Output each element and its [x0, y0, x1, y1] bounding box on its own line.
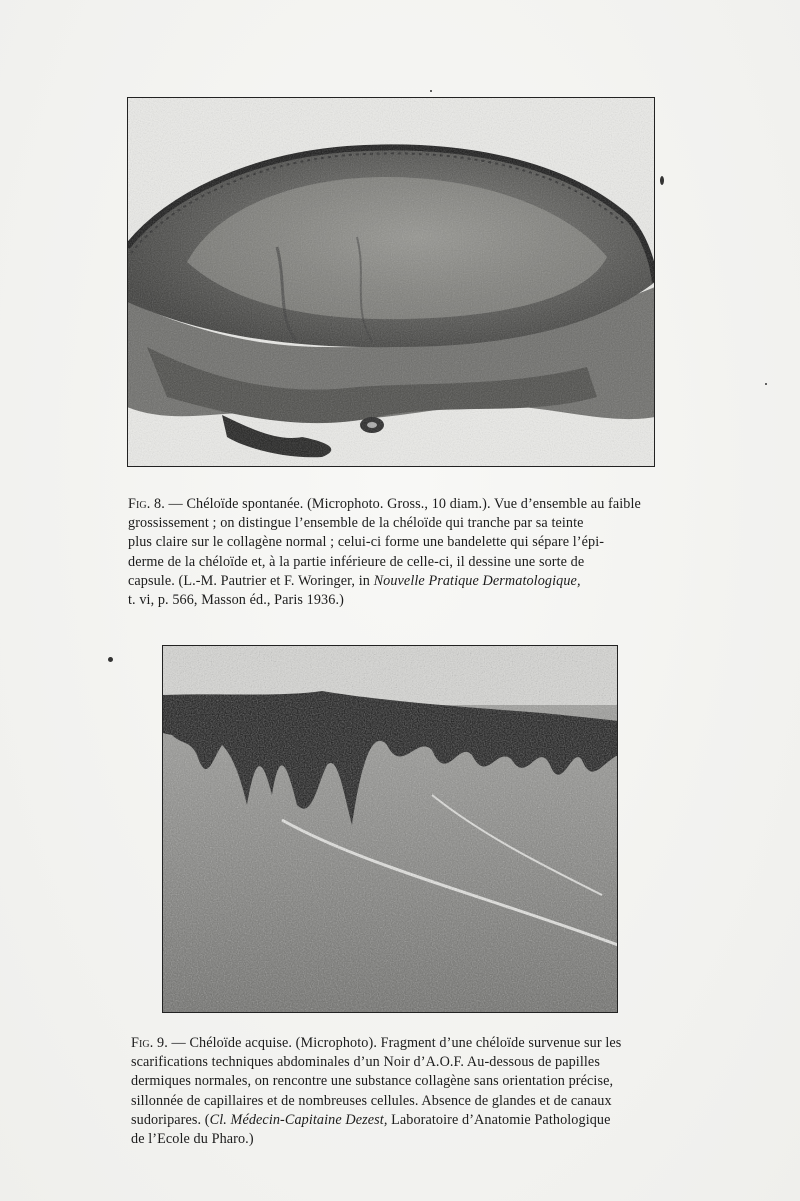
- caption-line: plus claire sur le collagène normal ; celui-ci forme une bandelette qui sépare l’épi-: [128, 534, 605, 551]
- caption-line: Fig. 9. — Chéloïde acquise. (Microphoto). Fragment d’une chéloïde survenue sur les: [131, 1035, 622, 1051]
- caption-line: grossissement ; on distingue l’ensemble de la chéloïde qui tranche par sa teinte: [128, 515, 584, 532]
- photo-credit: Cl. Médecin-Capitaine Dezest,: [209, 1111, 388, 1128]
- figure-9-caption: [103, 1034, 703, 1149]
- caption-line: sudoripares. (Cl. Médecin-Capitaine Dezest, Laboratoire d’Anatomie Pathologique: [131, 1111, 611, 1128]
- figure-8-caption: [100, 495, 700, 610]
- print-speck: [660, 176, 664, 185]
- caption-line: sillonnée de capillaires et de nombreuses cellules. Absence de glandes et de canaux: [131, 1092, 612, 1109]
- figure-label: Fig. 8.: [128, 496, 165, 512]
- caption-line: de l’Ecole du Pharo.): [131, 1131, 254, 1148]
- caption-line: capsule. (L.-M. Pautrier et F. Woringer, in Nouvelle Pratique Dermatologique,: [128, 572, 581, 589]
- caption-line: scarifications techniques abdominales d’un Noir d’A.O.F. Au-dessous de papilles: [131, 1054, 600, 1071]
- book-title: Nouvelle Pratique Dermatologique,: [373, 572, 581, 589]
- figure-9-micrograph: [162, 645, 618, 1013]
- figure-8-micrograph: [127, 97, 655, 467]
- caption-line: derme de la chéloïde et, à la partie inférieure de celle-ci, il dessine une sorte de: [128, 553, 585, 570]
- print-speck: [108, 657, 113, 662]
- print-speck: [430, 90, 432, 92]
- caption-line: t. vi, p. 566, Masson éd., Paris 1936.): [128, 592, 344, 609]
- figure-label: Fig. 9.: [131, 1035, 168, 1051]
- print-speck: [765, 383, 767, 385]
- caption-line: dermiques normales, on rencontre une substance collagène sans orientation précise,: [131, 1073, 614, 1090]
- caption-line: Fig. 8. — Chéloïde spontanée. (Microphoto. Gross., 10 diam.). Vue d’ensemble au faible: [128, 496, 641, 512]
